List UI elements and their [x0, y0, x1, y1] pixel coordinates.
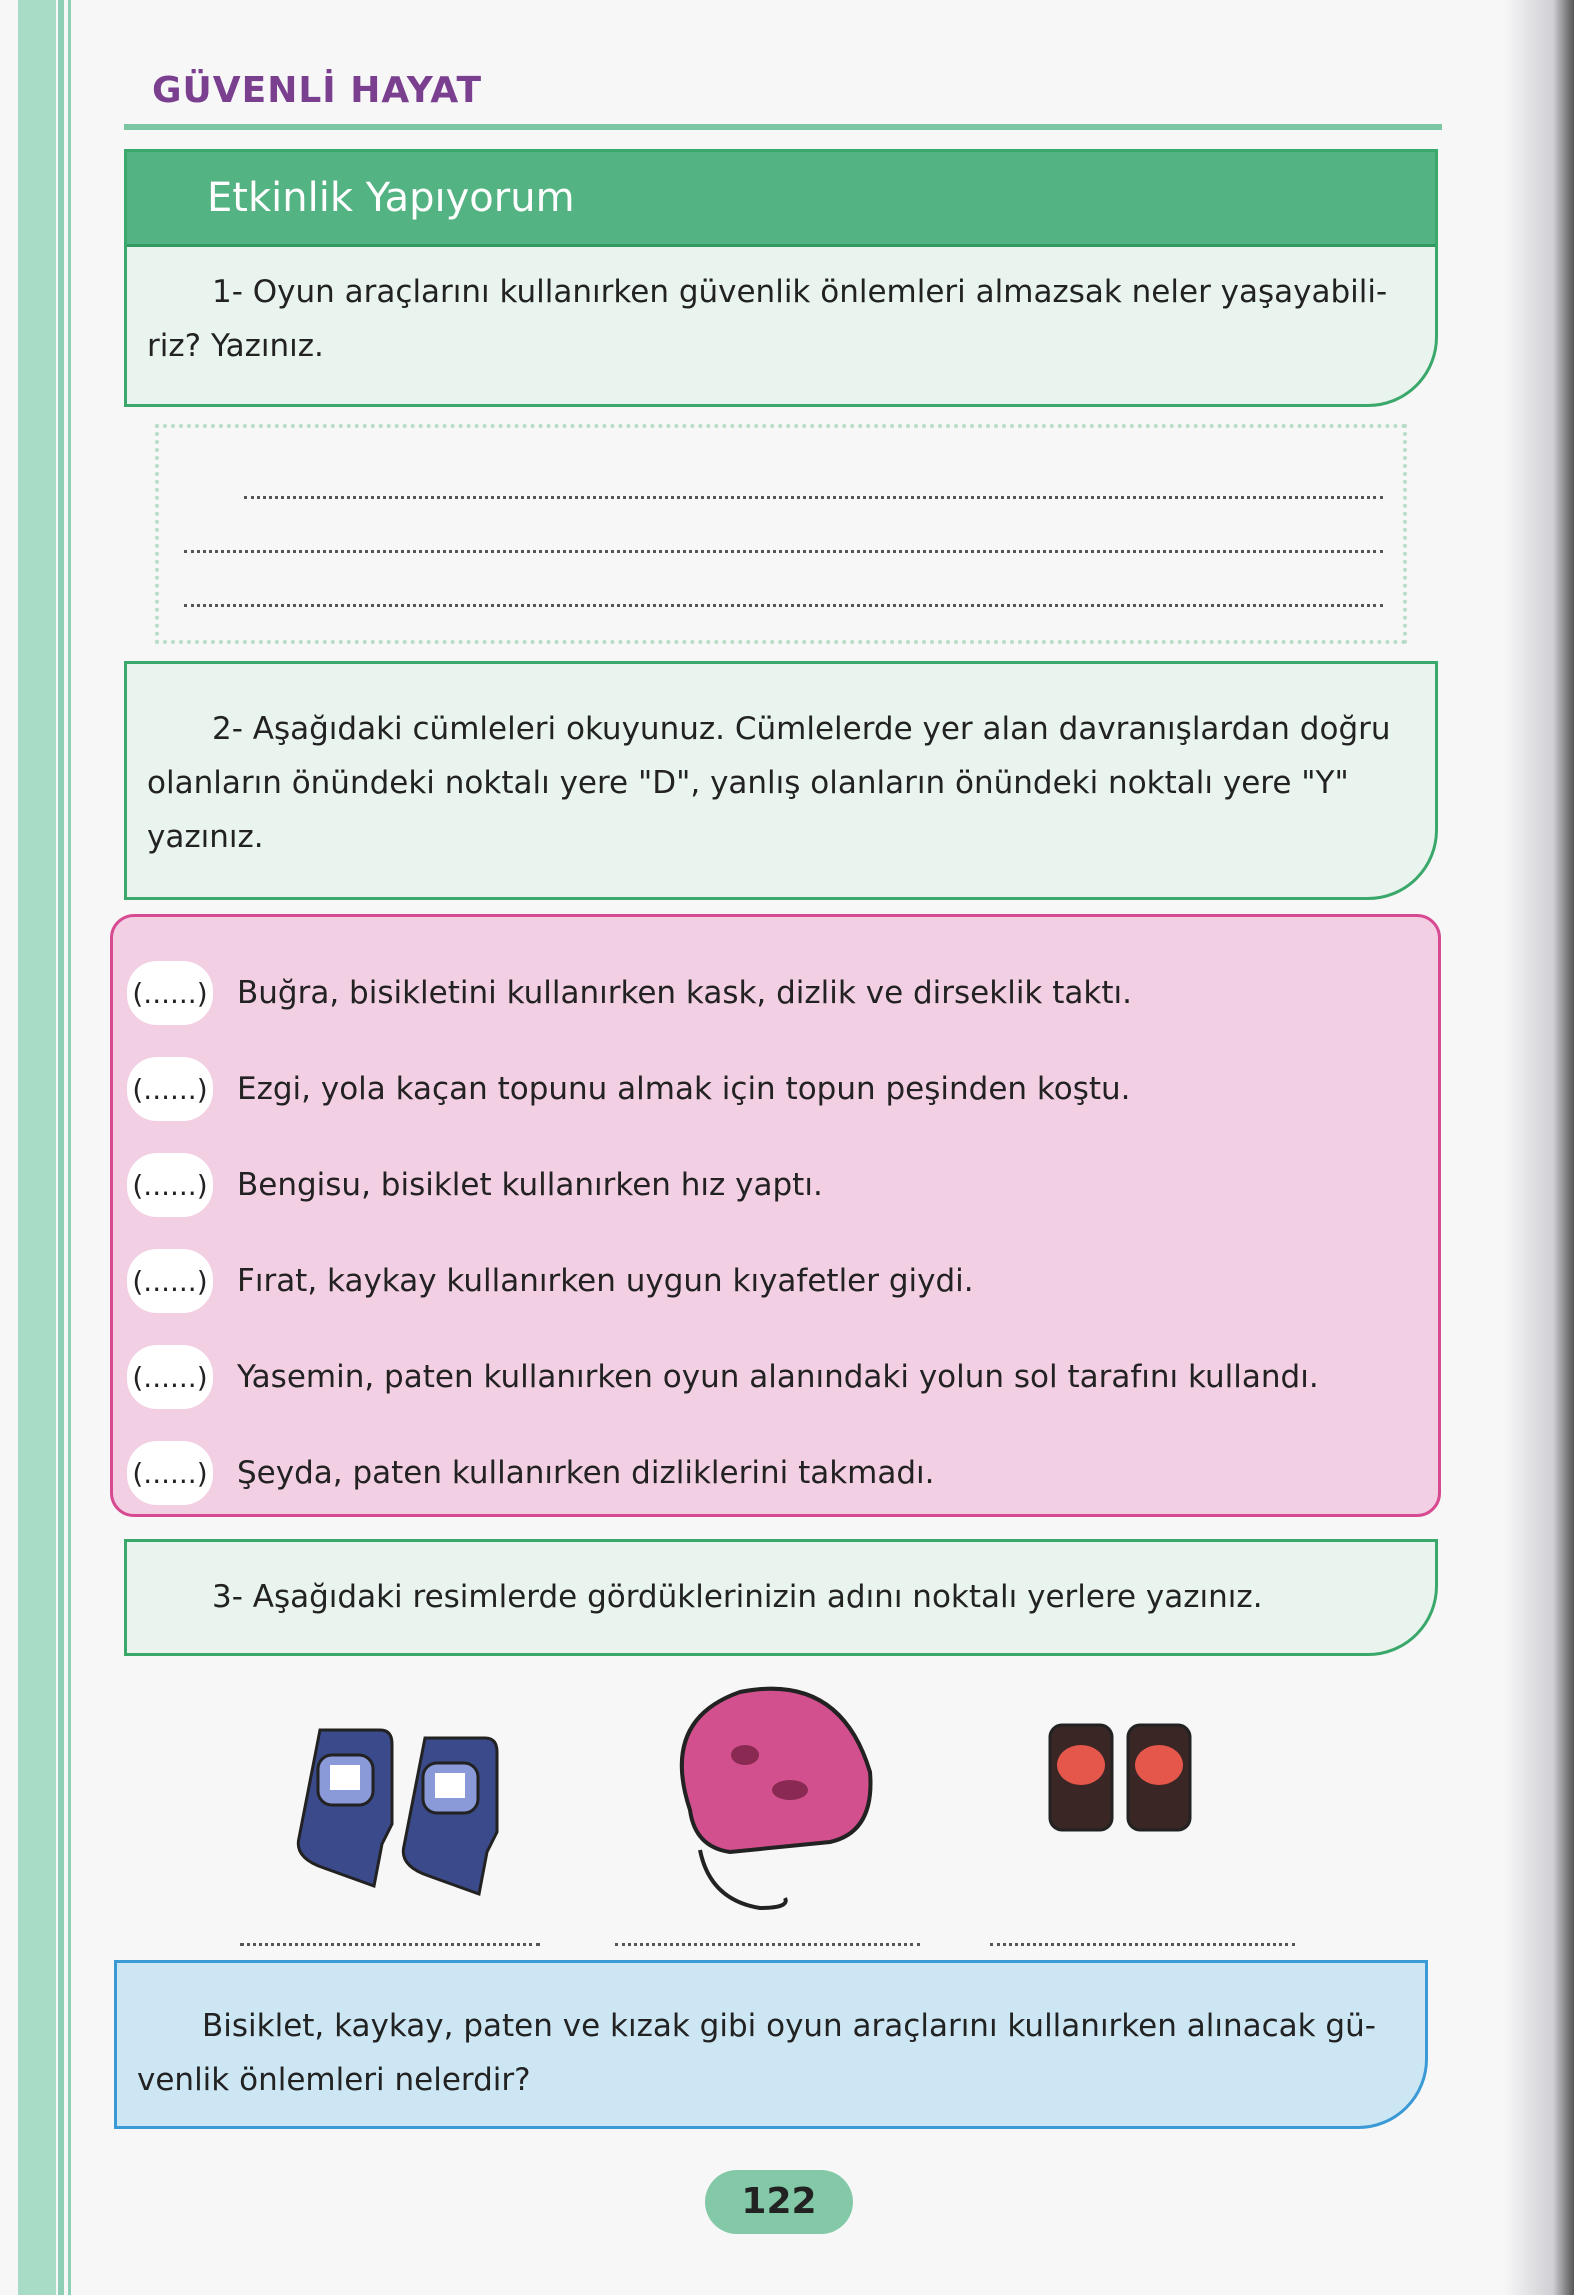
question-1-line: riz? Yazınız. — [147, 328, 324, 364]
discussion-line: Bisiklet, kaykay, paten ve kızak gibi oyun araçlarını kullanırken alınacak gü- — [202, 2008, 1376, 2044]
answer-blank[interactable]: (......) — [127, 1153, 213, 1217]
statement-item — [113, 1233, 1438, 1329]
margin-stripe — [58, 0, 64, 2295]
discussion-question-box — [114, 1960, 1428, 2129]
answer-blank[interactable]: (......) — [127, 961, 213, 1025]
question-1-line: 1- Oyun araçlarını kullanırken güvenlik önlemleri almazsak neler yaşayabili- — [212, 274, 1388, 310]
answer-blank[interactable]: (......) — [127, 1345, 213, 1409]
question-2 — [127, 702, 1435, 864]
question-1 — [127, 247, 1435, 373]
statement-text: Buğra, bisikletini kullanırken kask, dizlik ve dirseklik taktı. — [237, 975, 1132, 1011]
unit-title: GÜVENLİ HAYAT — [152, 70, 483, 111]
answer-blank[interactable]: (......) — [127, 1249, 213, 1313]
discussion-question — [117, 1999, 1425, 2107]
page-number: 122 — [705, 2170, 853, 2234]
statement-text: Yasemin, paten kullanırken oyun alanındaki yolun sol tarafını kullandı. — [237, 1359, 1319, 1395]
answer-line[interactable] — [184, 550, 1383, 553]
statement-item — [113, 1137, 1438, 1233]
statement-text: Şeyda, paten kullanırken dizliklerini takmadı. — [237, 1455, 935, 1491]
pictures-row — [0, 1680, 1574, 1910]
question-2-line: yazınız. — [147, 819, 264, 855]
statement-item — [113, 1425, 1438, 1521]
margin-stripe — [68, 0, 71, 2295]
picture-answer-line[interactable] — [990, 1943, 1295, 1946]
picture-answer-line[interactable] — [240, 1943, 540, 1946]
answer-line[interactable] — [244, 496, 1383, 499]
answer-line[interactable] — [184, 604, 1383, 607]
page-binding-shadow — [1504, 0, 1574, 2295]
question-3-text: 3- Aşağıdaki resimlerde gördüklerinizin adını noktalı yerlere yazınız. — [212, 1579, 1263, 1615]
helmet-icon — [682, 1689, 871, 1908]
activity-box — [124, 149, 1438, 407]
statement-item — [113, 1041, 1438, 1137]
statement-text: Bengisu, bisiklet kullanırken hız yaptı. — [237, 1167, 823, 1203]
question-3-box — [124, 1539, 1438, 1656]
activity-heading: Etkinlik Yapıyorum — [127, 152, 1435, 247]
statement-item — [113, 945, 1438, 1041]
question-2-line: olanların önündeki noktalı yere "D", yanlış olanların önündeki noktalı yere "Y" — [147, 765, 1349, 801]
answer-blank[interactable]: (......) — [127, 1441, 213, 1505]
statements-box — [110, 914, 1441, 1517]
answer-area[interactable] — [155, 424, 1407, 644]
question-2-line: 2- Aşağıdaki cümleleri okuyunuz. Cümlelerde yer alan davranışlardan doğru — [212, 711, 1391, 747]
answer-blank[interactable]: (......) — [127, 1057, 213, 1121]
statement-text: Fırat, kaykay kullanırken uygun kıyafetler giydi. — [237, 1263, 974, 1299]
header-divider — [124, 124, 1442, 130]
discussion-line: venlik önlemleri nelerdir? — [137, 2062, 531, 2098]
statement-item — [113, 1329, 1438, 1425]
picture-answer-line[interactable] — [615, 1943, 920, 1946]
question-3 — [127, 1570, 1435, 1624]
statement-text: Ezgi, yola kaçan topunu almak için topun peşinden koştu. — [237, 1071, 1131, 1107]
knee-pads-icon — [298, 1730, 497, 1894]
margin-stripe — [18, 0, 56, 2295]
elbow-pads-icon — [1050, 1725, 1190, 1830]
question-2-box — [124, 661, 1438, 900]
